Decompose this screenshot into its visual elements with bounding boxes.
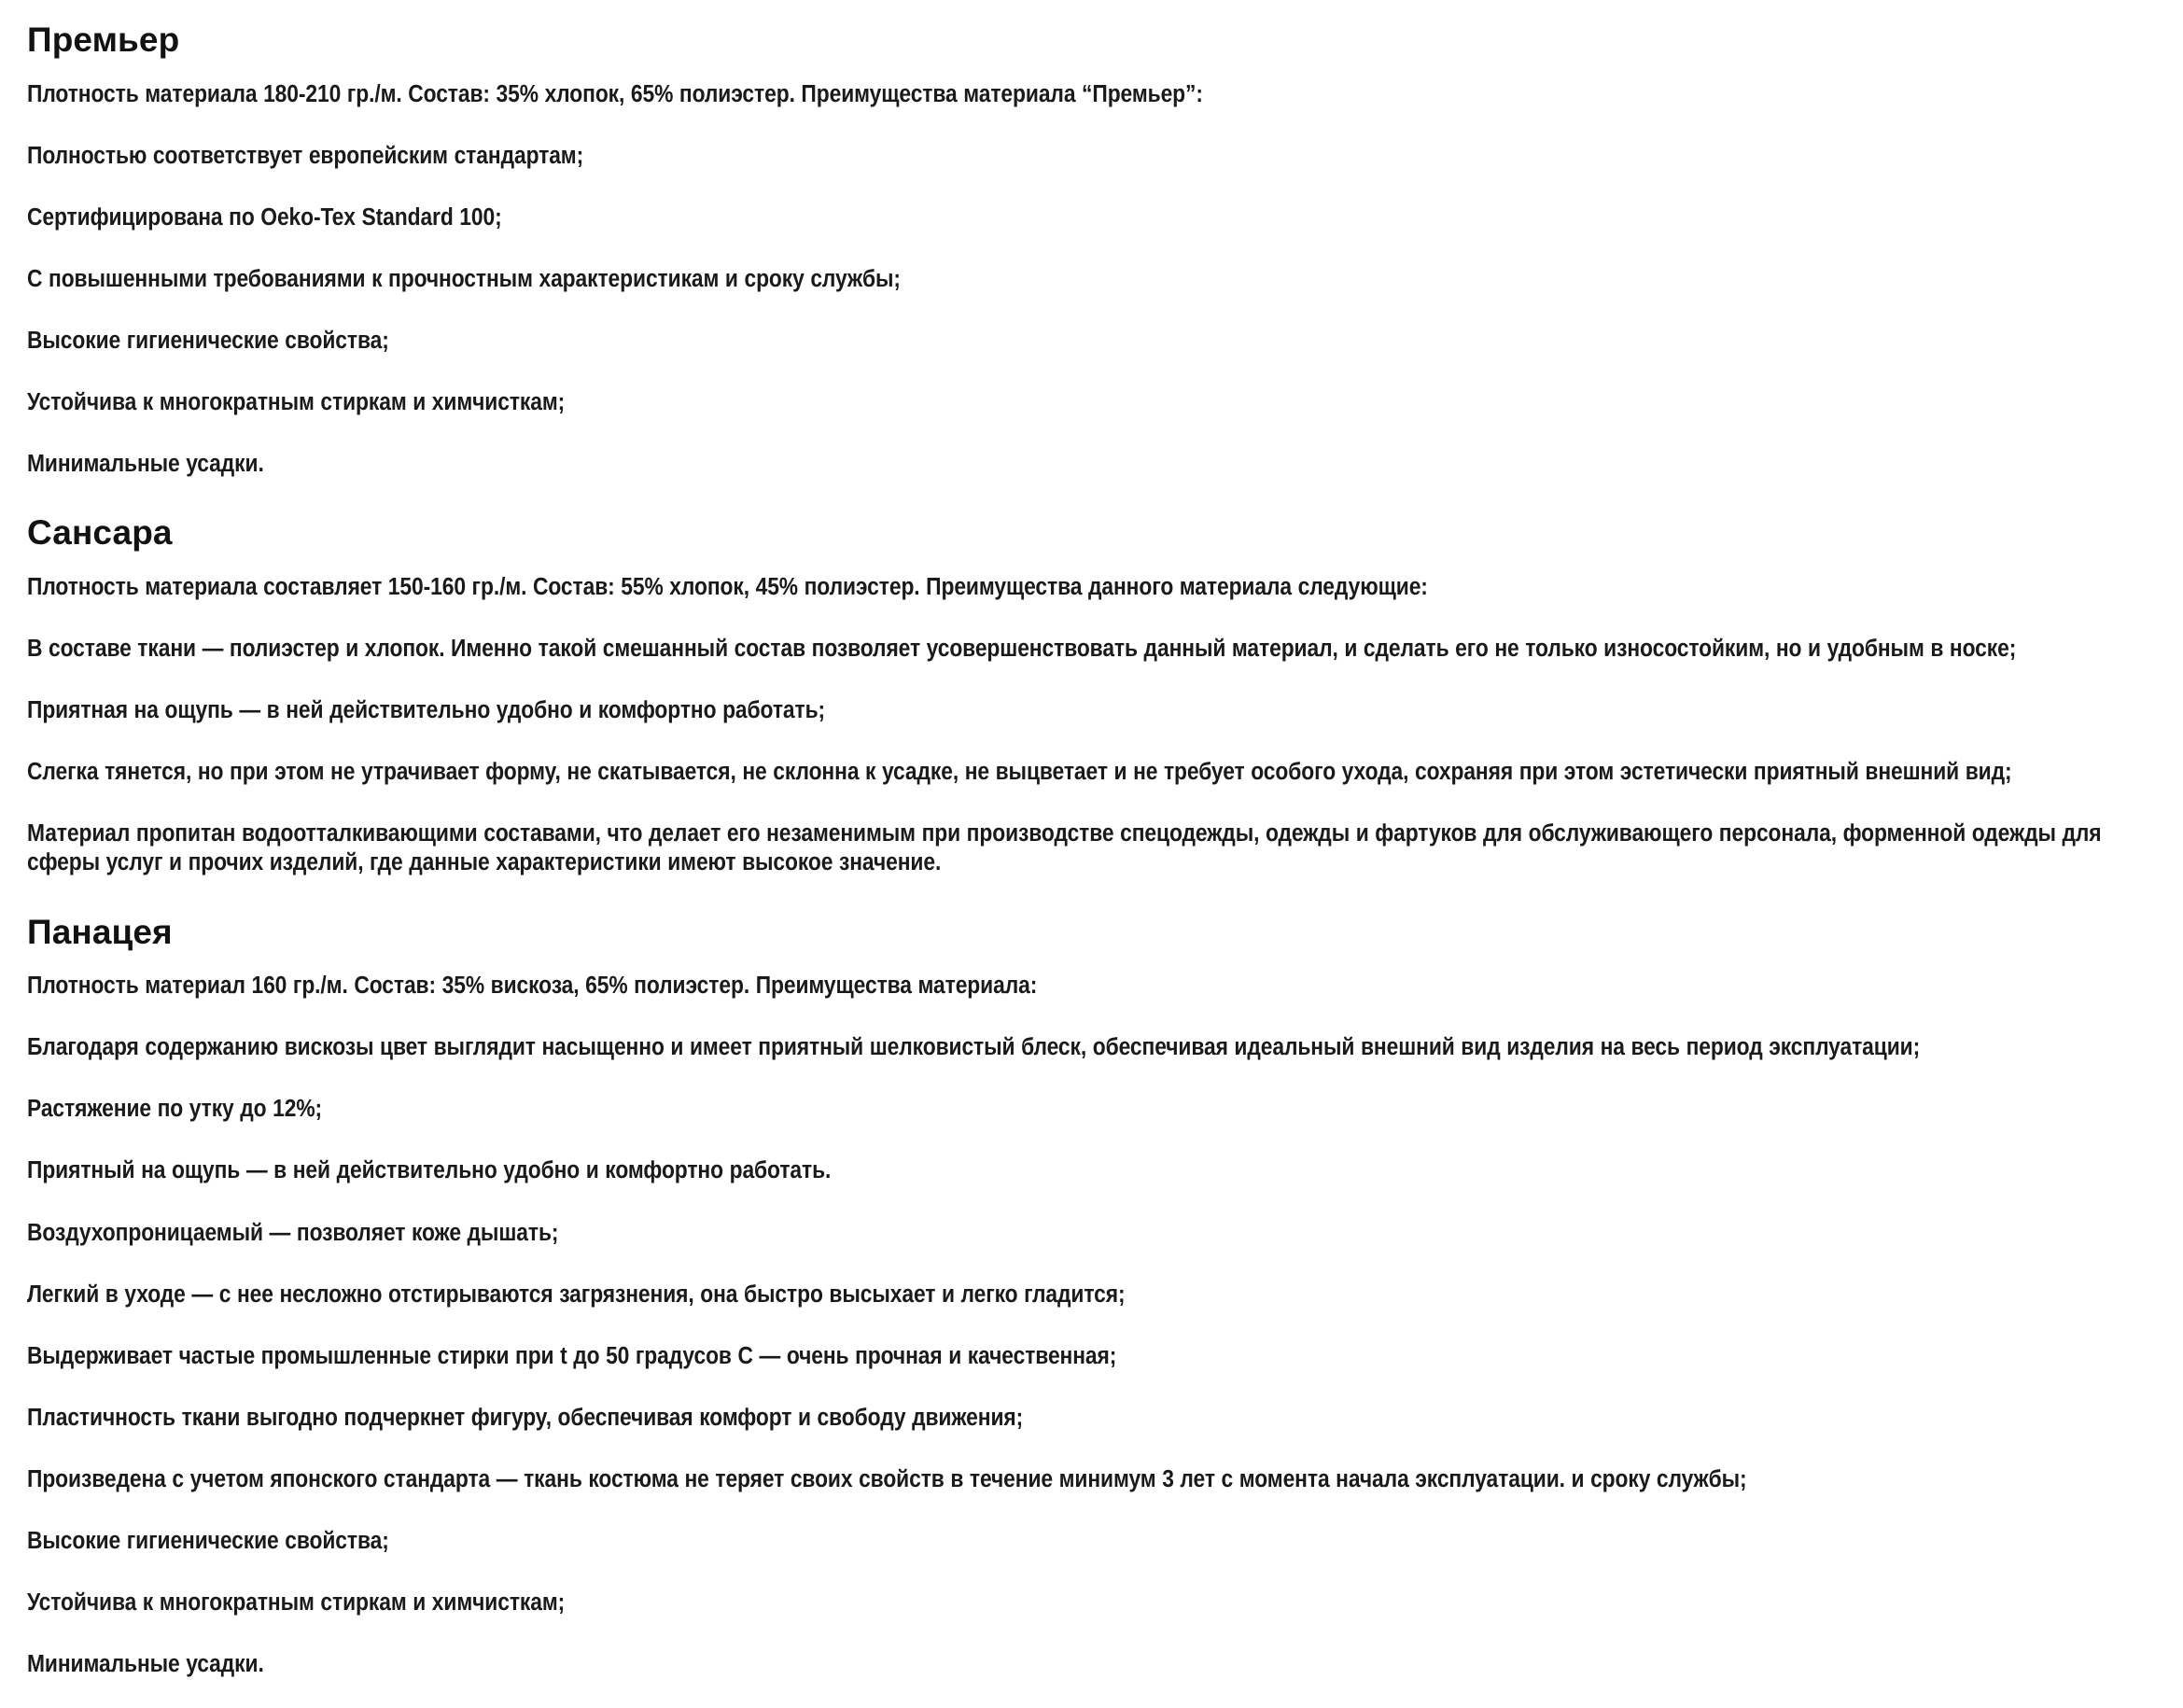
paragraph: Приятный на ощупь — в ней действительно удобно и комфортно работать. bbox=[27, 1157, 832, 1184]
paragraph: С повышенными требованиями к прочностным характеристикам и сроку службы; bbox=[27, 265, 901, 292]
paragraph: Плотность материал 160 гр./м. Состав: 35% вискоза, 65% полиэстер. Преимущества материала: bbox=[27, 973, 1038, 1000]
paragraph: Легкий в уходе — с нее несложно отстирываются загрязнения, она быстро высыхает и легко гладится; bbox=[27, 1281, 1126, 1308]
paragraph: Минимальные усадки. bbox=[27, 451, 264, 478]
section-premier bbox=[27, 21, 2151, 495]
paragraph: Материал пропитан водоотталкивающими составами, что делает его незаменимым при производстве спецодежды, одежды и фартуков для обслуживающего персонала, форменной одежды для сферы услуг и прочих изделий, где данные характеристики имеют высокое значение. bbox=[27, 820, 2102, 876]
paragraph: Растяжение по утку до 12%; bbox=[27, 1096, 323, 1123]
paragraph: Пластичность ткани выгодно подчеркнет фигуру, обеспечивая комфорт и свободу движения; bbox=[27, 1404, 1024, 1431]
paragraph: Устойчива к многократным стиркам и химчисткам; bbox=[27, 1589, 566, 1617]
paragraph: Высокие гигиенические свойства; bbox=[27, 327, 389, 354]
section-panaceya bbox=[27, 913, 2151, 1696]
paragraph: Выдерживает частые промышленные стирки при t до 50 градусов С — очень прочная и качественная; bbox=[27, 1342, 1117, 1369]
paragraph: Плотность материала 180-210 гр./м. Состав: 35% хлопок, 65% полиэстер. Преимущества материала “Премьер”: bbox=[27, 80, 1203, 107]
section-title-panaceya: Панацея bbox=[27, 912, 173, 951]
paragraph: Полностью соответствует европейским стандартам; bbox=[27, 142, 584, 169]
paragraph: Приятная на ощупь — в ней действительно удобно и комфортно работать; bbox=[27, 697, 826, 724]
paragraph: Высокие гигиенические свойства; bbox=[27, 1528, 389, 1555]
paragraph: Плотность материала составляет 150-160 гр./м. Состав: 55% хлопок, 45% полиэстер. Преимущества данного материала следующие: bbox=[27, 573, 1428, 600]
paragraph: Устойчива к многократным стиркам и химчисткам; bbox=[27, 389, 566, 416]
paragraph: Минимальные усадки. bbox=[27, 1651, 264, 1678]
paragraph: Воздухопроницаемый — позволяет коже дышать; bbox=[27, 1219, 559, 1246]
paragraph: Благодаря содержанию вискозы цвет выглядит насыщенно и имеет приятный шелковистый блеск, обеспечивая идеальный внешний вид изделия на весь период эксплуатации; bbox=[27, 1034, 1921, 1061]
section-title-premier: Премьер bbox=[27, 21, 180, 59]
paragraph: Сертифицирована по Oeko-Tex Standard 100; bbox=[27, 203, 502, 231]
section-sansara bbox=[27, 513, 2151, 893]
paragraph: Произведена с учетом японского стандарта — ткань костюма не теряет своих свойств в течение минимум 3 лет с момента начала эксплуатации. и сроку службы; bbox=[27, 1465, 1747, 1492]
paragraph: Слегка тянется, но при этом не утрачивает форму, не скатывается, не склонна к усадке, не выцветает и не требует особого ухода, сохраняя при этом эстетически приятный внешний вид; bbox=[27, 759, 2012, 786]
section-title-sansara: Сансара bbox=[27, 513, 173, 553]
paragraph: В составе ткани — полиэстер и хлопок. Именно такой смешанный состав позволяет усовершенствовать данный материал, и сделать его не только износостойким, но и удобным в носке; bbox=[27, 635, 2017, 662]
